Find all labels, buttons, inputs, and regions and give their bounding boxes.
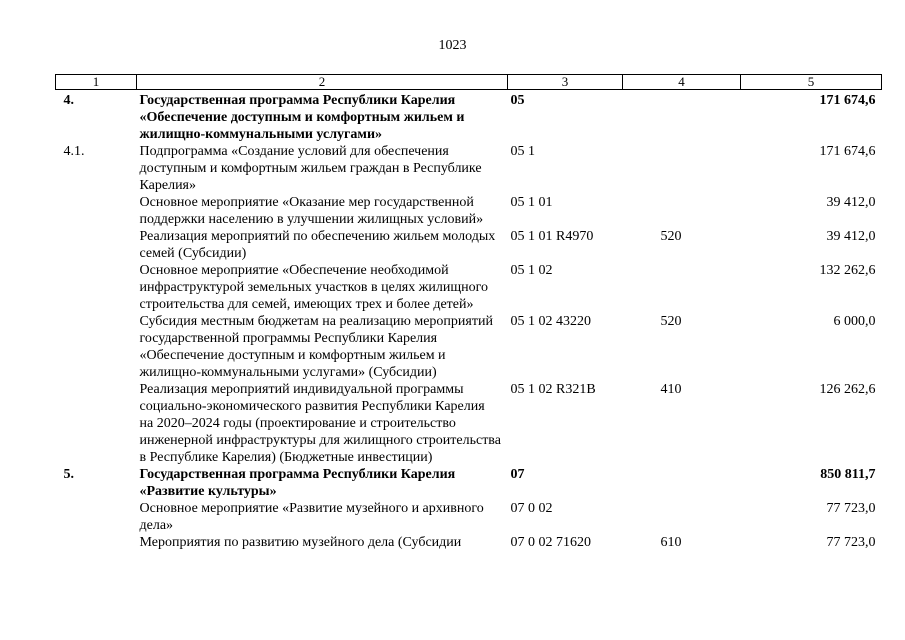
row-expense-type: 610 <box>660 535 682 550</box>
row-name: Государственная программа Республики Карелия «Обеспечение доступным и комфортным жильем и жилищно-коммунальными услугами» <box>139 93 465 142</box>
row-number: 4.1. <box>63 144 85 159</box>
row-code: 05 1 02 <box>510 263 553 278</box>
row-amount: 6 000,0 <box>833 314 876 329</box>
row-code: 07 <box>510 467 525 482</box>
row-number: 4. <box>63 93 74 108</box>
row-code: 05 <box>510 93 525 108</box>
row-name: Мероприятия по развитию музейного дела (Субсидии <box>139 535 462 550</box>
budget-table <box>55 74 882 551</box>
table-row <box>56 228 882 262</box>
table-row <box>56 381 882 466</box>
row-number <box>56 228 137 262</box>
row-amount: 126 262,6 <box>819 382 876 397</box>
row-name: Реализация мероприятий индивидуальной программы социально-экономического развития Республики Карелия на 2020–2024 годы (проектирование и строительство инженерной инфраструктуры для жилищного строительства в Республике Карелия) (Бюджетные инвестиции) <box>139 382 501 465</box>
column-header: 3 <box>508 75 623 90</box>
row-name: Подпрограмма «Создание условий для обеспечения доступным и комфортным жильем граждан в Республике Карелия» <box>139 144 482 193</box>
row-amount: 850 811,7 <box>820 467 876 482</box>
row-expense-type <box>623 90 741 144</box>
table-row <box>56 534 882 551</box>
table-header-row <box>56 75 882 90</box>
row-number <box>56 262 137 313</box>
row-expense-type: 520 <box>660 229 682 244</box>
row-code: 05 1 02 R321В <box>510 382 596 397</box>
row-amount: 77 723,0 <box>826 501 876 516</box>
row-code: 05 1 02 43220 <box>510 314 591 329</box>
table-row <box>56 313 882 381</box>
page-number: 1023 <box>438 38 467 53</box>
row-code: 05 1 <box>510 144 535 159</box>
column-header: 5 <box>741 75 882 90</box>
row-name: Основное мероприятие «Обеспечение необходимой инфраструктурой земельных участков в целях жилищного строительства для семей, имеющих трех и более детей» <box>139 263 489 312</box>
row-expense-type: 520 <box>660 314 682 329</box>
row-number <box>56 500 137 534</box>
row-code: 07 0 02 <box>510 501 553 516</box>
row-amount: 39 412,0 <box>826 195 876 210</box>
table-row <box>56 90 882 144</box>
table-row <box>56 194 882 228</box>
row-expense-type <box>623 194 741 228</box>
row-code: 05 1 01 <box>510 195 553 210</box>
row-name: Субсидия местным бюджетам на реализацию мероприятий государственной программы Республики Карелия «Обеспечение доступным и комфортным жильем и жилищно-коммунальными услугами» (Субсидии) <box>139 314 493 380</box>
row-amount: 132 262,6 <box>819 263 876 278</box>
row-amount: 171 674,6 <box>819 144 876 159</box>
table-row <box>56 262 882 313</box>
row-name: Основное мероприятие «Развитие музейного и архивного дела» <box>139 501 484 533</box>
column-header: 1 <box>56 75 137 90</box>
table-row <box>56 466 882 500</box>
row-name: Реализация мероприятий по обеспечению жильем молодых семей (Субсидии) <box>139 229 496 261</box>
row-expense-type: 410 <box>660 382 682 397</box>
row-code: 07 0 02 71620 <box>510 535 591 550</box>
row-number <box>56 381 137 466</box>
row-number <box>56 313 137 381</box>
row-amount: 39 412,0 <box>826 229 876 244</box>
table-body <box>56 90 882 552</box>
table-row <box>56 500 882 534</box>
row-expense-type <box>623 262 741 313</box>
row-amount: 171 674,6 <box>819 93 876 108</box>
row-code: 05 1 01 R4970 <box>510 229 594 244</box>
row-number <box>56 534 137 551</box>
row-expense-type <box>623 143 741 194</box>
row-name: Государственная программа Республики Карелия «Развитие культуры» <box>139 467 456 499</box>
column-header: 4 <box>623 75 741 90</box>
row-amount: 77 723,0 <box>826 535 876 550</box>
row-number <box>56 194 137 228</box>
row-expense-type <box>623 500 741 534</box>
row-number: 5. <box>63 467 74 482</box>
table-row <box>56 143 882 194</box>
row-expense-type <box>623 466 741 500</box>
row-name: Основное мероприятие «Оказание мер государственной поддержки населению в улучшении жилищных условий» <box>139 195 484 227</box>
column-header: 2 <box>137 75 508 90</box>
